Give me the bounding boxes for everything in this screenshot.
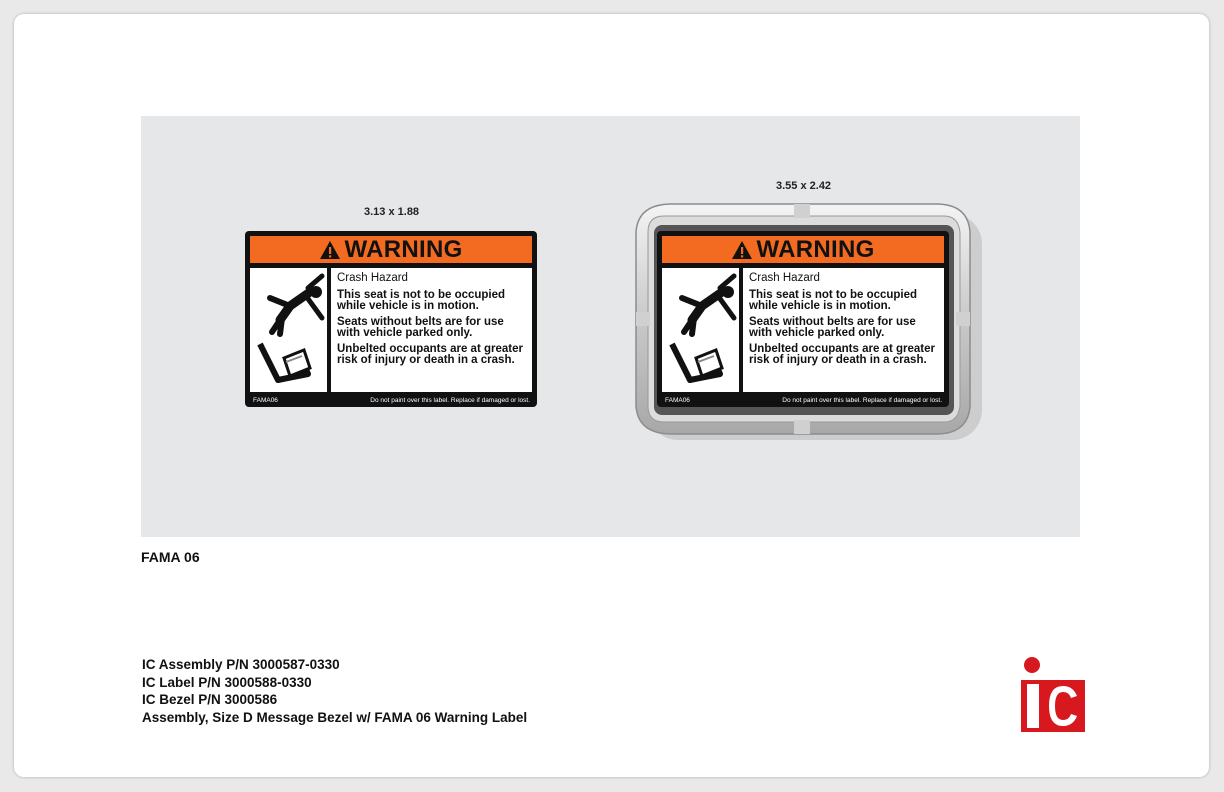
label-part-number: IC Label P/N 3000588-0330 xyxy=(142,674,312,690)
warning-message: Unbelted occupants are at greater risk of injury or death in a crash. xyxy=(337,343,523,366)
warning-word: WARNING xyxy=(756,235,875,263)
ic-logo xyxy=(1019,656,1085,732)
warning-message: This seat is not to be occupied while vehicle is in motion. xyxy=(337,289,506,312)
warning-message-area xyxy=(743,268,944,392)
falling-occupant-icon xyxy=(250,268,327,392)
product-code: FAMA 06 xyxy=(141,549,200,565)
bezel-part-number: IC Bezel P/N 3000586 xyxy=(142,692,278,707)
falling-occupant-icon xyxy=(662,268,739,392)
warning-message: Seats without belts are for use with vehicle parked only. xyxy=(749,316,916,339)
warning-triangle-icon xyxy=(731,240,753,260)
label-code: FAMA06 xyxy=(665,397,690,404)
left-warning-label xyxy=(245,231,537,407)
label-footer xyxy=(662,396,944,406)
assembly-part-number: IC Assembly P/N 3000587-0330 xyxy=(142,657,340,672)
assembly-description: Assembly, Size D Message Bezel w/ FAMA 06 Warning Label xyxy=(142,709,528,725)
warning-message-area xyxy=(331,268,532,392)
hazard-title: Crash Hazard xyxy=(749,272,820,284)
label-code: FAMA06 xyxy=(253,397,278,404)
warning-banner xyxy=(662,236,944,263)
warning-message: Seats without belts are for use with vehicle parked only. xyxy=(337,316,504,339)
warning-word: WARNING xyxy=(344,235,463,263)
right-label-dimension: 3.55 x 2.42 xyxy=(776,180,832,192)
label-footer-note: Do not paint over this label. Replace if damaged or lost. xyxy=(370,397,530,404)
label-footer xyxy=(250,396,532,406)
label-footer-note: Do not paint over this label. Replace if damaged or lost. xyxy=(782,397,942,404)
hazard-title: Crash Hazard xyxy=(337,272,408,284)
left-label-dimension: 3.13 x 1.88 xyxy=(364,206,420,218)
part-numbers xyxy=(142,656,527,726)
warning-banner xyxy=(250,236,532,263)
warning-message: Unbelted occupants are at greater risk of injury or death in a crash. xyxy=(749,343,935,366)
crash-hazard-pictogram xyxy=(662,268,739,392)
warning-message: This seat is not to be occupied while vehicle is in motion. xyxy=(749,289,918,312)
right-warning-label xyxy=(657,231,949,407)
warning-triangle-icon xyxy=(319,240,341,260)
crash-hazard-pictogram xyxy=(250,268,327,392)
